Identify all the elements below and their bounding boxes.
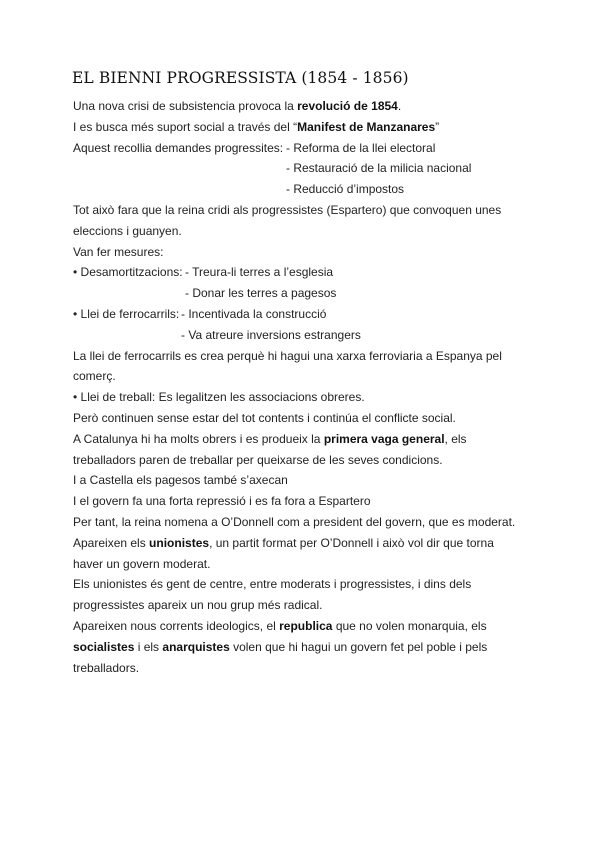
text-run: Apareixen els (73, 535, 150, 550)
text-run: i els (134, 639, 163, 654)
bold-term: anarquistes (162, 639, 230, 654)
text-run: Una nova crisi de subsistencia provoca la (73, 99, 298, 113)
list-item: - Incentivada la construcció (181, 306, 327, 321)
bold-term: socialistes (73, 639, 135, 654)
paragraph-line: Tot això fara que la reina cridi als progressistes (Espartero) que convoquen unes (73, 202, 502, 217)
page-title: EL BIENNI PROGRESSISTA (1854 - 1856) (72, 69, 409, 87)
bold-term: primera vaga general (323, 431, 445, 446)
bold-term: revolució de 1854 (297, 99, 398, 113)
text-run: , un partit format per O’Donnell i això vol dir que torna (209, 535, 494, 550)
text-run: Apareixen nous corrents ideologics, el (73, 618, 280, 633)
paragraph-line: I el govern fa una forta repressió i es fa fora a Espartero (73, 494, 371, 509)
bullet-item (73, 304, 543, 325)
list-item: - Reforma de la llei electoral (286, 140, 436, 155)
paragraph-line (73, 117, 543, 138)
paragraph-line: Per tant, la reina nomena a O’Donnell com a president del govern, que es moderat. (73, 514, 516, 529)
text-run: I es busca més suport social a través del “ (73, 119, 298, 134)
paragraph-line: Però continuen sense estar del tot contents i continúa el conflicte social. (73, 410, 456, 425)
paragraph-line: I a Castella els pagesos també s’axecan (73, 473, 288, 488)
paragraph-line (73, 616, 543, 637)
list-item: - Va atreure inversions estrangers (181, 327, 361, 342)
paragraph-line (73, 533, 543, 554)
paragraph-line: La llei de ferrocarrils es crea perquè hi hagui una xarxa ferroviaria a Espanya pel (73, 348, 502, 363)
paragraph-line: eleccions i guanyen. (73, 223, 182, 238)
bold-term: republica (279, 618, 333, 633)
text-run: . (397, 99, 402, 113)
paragraph-line: haver un govern moderat. (73, 556, 211, 571)
paragraph-line: treballadors paren de treballar per queixarse de les seves condicions. (73, 452, 443, 467)
bullet-item (73, 262, 543, 283)
text-run: A Catalunya hi ha molts obrers i es produeix la (73, 431, 324, 446)
text-run: • Desamortitzacions: (73, 265, 183, 280)
text-run: Aquest recollia demandes progressites: (73, 140, 284, 155)
paragraph-line: Els unionistes és gent de centre, entre moderats i progressistes, i dins dels (73, 577, 472, 592)
paragraph-line (73, 138, 543, 159)
list-item: - Donar les terres a pagesos (185, 286, 337, 301)
paragraph-line (73, 96, 543, 117)
text-run: volen que hi hagui un govern fet pel poble i pels (229, 639, 488, 654)
paragraph-line: treballadors. (73, 660, 140, 675)
paragraph-line (73, 429, 543, 450)
text-run: • Llei de ferrocarrils: (73, 306, 180, 321)
paragraph-line: progressistes apareix un nou grup més radical. (73, 598, 323, 613)
paragraph-line: comerç. (73, 369, 116, 384)
document-body (73, 96, 543, 678)
text-run: que no volen monarquia, els (332, 618, 487, 633)
bold-term: Manifest de Manzanares (297, 119, 436, 134)
paragraph-line: Van fer mesures: (73, 244, 164, 259)
text-run: ” (435, 119, 440, 134)
bullet-item: • Llei de treball: Es legalitzen les associacions obreres. (73, 390, 365, 405)
paragraph-line (73, 637, 543, 658)
list-item: - Treura-li terres a l’esglesia (185, 265, 334, 280)
list-item: - Restauració de la milicia nacional (286, 161, 472, 176)
bold-term: unionistes (149, 535, 210, 550)
text-run: , els (444, 431, 467, 446)
list-item: - Reducció d’impostos (286, 182, 405, 197)
